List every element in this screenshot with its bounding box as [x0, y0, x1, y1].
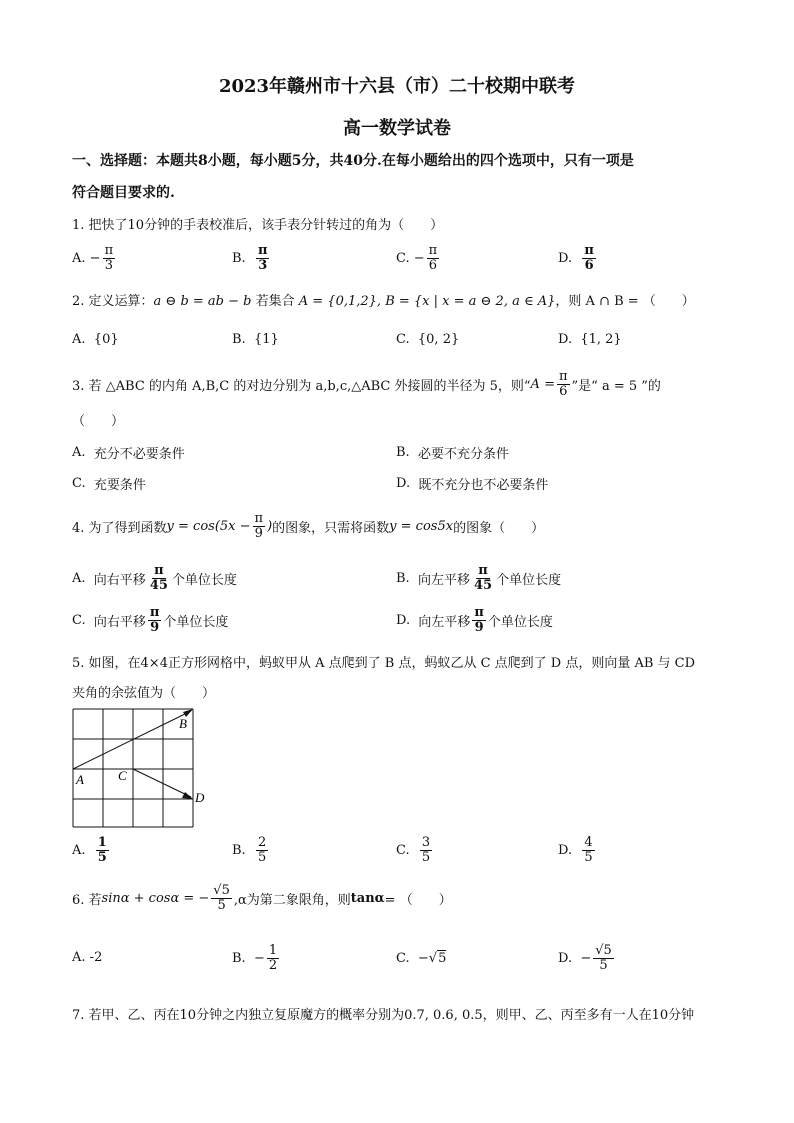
q3-cond-lhs: A =	[530, 376, 555, 392]
fraction-num: π	[104, 243, 114, 258]
fraction-den: 6	[428, 257, 438, 273]
question-7-stem-line1: 7. 若甲、乙、丙在10分钟之内独立复原魔方的概率分别为0.7, 0.6, 0.5，则甲、乙、丙至多有一人在10分钟	[72, 1008, 695, 1023]
question-2-stem	[72, 290, 695, 309]
option-label: D.	[558, 250, 573, 266]
fraction	[211, 884, 232, 912]
q6-expr: sinα + cosα = −	[101, 890, 210, 906]
q4-option-d	[396, 606, 553, 634]
fraction-den: 6	[559, 383, 568, 399]
fraction	[103, 244, 116, 272]
question-6-stem	[72, 884, 452, 912]
option-label: D.	[558, 950, 573, 966]
option-post: 个单位长度	[487, 614, 553, 630]
option-post: 个单位长度	[496, 572, 562, 588]
option-sign: −	[580, 950, 592, 966]
fraction	[472, 606, 486, 634]
option-pre: 向左平移	[418, 614, 471, 630]
option-text: 充要条件	[93, 478, 146, 493]
fraction	[582, 244, 596, 272]
q2-mid: 若集合	[251, 294, 299, 309]
q3-option-b	[396, 443, 509, 462]
option-text: {1, 2}	[580, 332, 622, 347]
option-label: D.	[396, 612, 411, 628]
option-post: 个单位长度	[171, 572, 237, 588]
fraction	[557, 370, 570, 398]
fraction-num: π	[154, 563, 164, 578]
q3-pre: 3. 若 △ABC 的内角 A,B,C 的对边分别为 a,b,c,△ABC 外接圆的半径为 5，则“	[72, 378, 531, 394]
question-3-stem	[72, 370, 661, 398]
fraction	[148, 564, 170, 592]
fraction	[427, 244, 440, 272]
fraction-num: π	[149, 605, 160, 620]
option-label: A.	[72, 570, 86, 586]
fraction-num: 1	[97, 835, 107, 850]
point-label-b: B	[179, 716, 187, 731]
option-label: A.	[72, 842, 86, 858]
option-label: C.	[396, 250, 410, 266]
fraction-num: π	[257, 243, 268, 258]
fraction	[256, 244, 270, 272]
option-sign: −	[253, 950, 265, 966]
option-label: A.	[72, 332, 86, 347]
q2-operation: a ⊖ b = ab − b	[153, 294, 252, 309]
fraction-num: π	[428, 243, 438, 258]
option-label: A.	[72, 250, 86, 266]
fraction	[582, 836, 594, 864]
q2-sets: A = {0,1,2}, B = {x | x = a ⊖ 2, a ∈ A}	[298, 294, 556, 309]
option-label: C.	[72, 476, 86, 491]
option-label: B.	[232, 332, 246, 347]
q6-mid: ,α为第二象限角，则	[233, 892, 351, 908]
q2-option-d	[558, 332, 622, 347]
q6-option-a	[72, 950, 102, 965]
fraction-den: 45	[149, 577, 168, 593]
vector-ab	[73, 711, 191, 769]
point-label-a: A	[76, 772, 84, 787]
option-label: B.	[396, 445, 410, 460]
fraction-num: 2	[257, 835, 267, 850]
section-heading-line1: 一、选择题：本题共8小题，每小题5分，共40分.在每小题给出的四个选项中，只有一项是	[72, 153, 634, 169]
q1-option-c	[396, 244, 441, 272]
grid-lines	[73, 709, 193, 827]
q2-option-c	[396, 332, 459, 347]
q4-func: y = cos(5x −	[166, 518, 251, 534]
fraction-num: 1	[268, 943, 278, 958]
fraction	[472, 564, 494, 592]
q6-option-d	[558, 944, 616, 972]
option-pre: 向右平移	[93, 614, 146, 630]
fraction-num: 3	[421, 835, 431, 850]
q3-post: ”是“ a = 5 ”的	[571, 378, 661, 394]
option-text: 既不充分也不必要条件	[418, 478, 549, 493]
q5-option-d	[558, 836, 597, 864]
q4-option-b	[396, 564, 561, 592]
option-pre: 向右平移	[93, 572, 146, 588]
q2-prefix: 2. 定义运算：	[72, 294, 154, 309]
question-1-stem: 1. 把快了10分钟的手表校准后，该手表分针转过的角为（ ）	[72, 218, 444, 233]
option-label: D.	[558, 332, 573, 347]
q6-option-c: C. − √ 5	[396, 950, 447, 966]
fraction-den: 5	[217, 897, 226, 913]
q3-option-a	[72, 443, 185, 462]
q6-option-b	[232, 944, 281, 972]
section-heading-line2: 符合题目要求的.	[72, 185, 175, 201]
q4-func2: y = cos5x	[389, 518, 454, 534]
fraction	[267, 944, 279, 972]
fraction-den: 5	[97, 849, 107, 865]
question-5-stem-line2: 夹角的余弦值为（ ）	[72, 686, 216, 701]
vector-cd	[133, 769, 191, 797]
q3-option-d	[396, 474, 548, 493]
option-text: {0, 2}	[417, 332, 460, 347]
sqrt-radicand: 5	[438, 951, 447, 966]
q3-option-c	[72, 474, 146, 493]
fraction	[148, 606, 162, 634]
fraction-den: 9	[150, 619, 160, 635]
q4-func-close: )	[267, 518, 273, 534]
fraction	[593, 944, 614, 972]
option-label: A.	[72, 950, 86, 965]
fraction-num: π	[474, 605, 484, 620]
fraction-num: π	[478, 563, 488, 578]
q2-option-a	[72, 332, 119, 347]
fraction-num: π	[254, 511, 264, 526]
q5-option-a	[72, 836, 111, 864]
q5-option-c	[396, 836, 434, 864]
q6-tan: tanα	[350, 890, 385, 906]
fraction-den: 45	[473, 577, 493, 593]
fraction-den: 2	[268, 957, 278, 973]
q4-post: 的图象（ ）	[453, 520, 545, 536]
fraction-den: 5	[599, 957, 608, 973]
q2-suffix: ，则 A ∩ B = （ ）	[555, 294, 695, 309]
q5-option-b	[232, 836, 270, 864]
point-label-d: D	[195, 790, 205, 805]
fraction-den: 3	[104, 257, 113, 273]
option-label: C.	[396, 950, 410, 966]
fraction-den: 6	[584, 257, 594, 273]
option-label: C.	[396, 332, 410, 347]
option-text: {0}	[93, 332, 119, 347]
option-text: 充分不必要条件	[93, 447, 185, 462]
option-text: 必要不充分条件	[417, 447, 509, 462]
fraction-den: 9	[254, 525, 263, 541]
fraction-num: π	[558, 369, 568, 384]
fraction-den: 3	[258, 257, 268, 273]
option-label: D.	[396, 476, 411, 491]
option-sign: −	[413, 250, 425, 266]
q4-pre: 4. 为了得到函数	[72, 520, 167, 536]
fraction-den: 5	[421, 849, 431, 865]
question-5-stem-line1: 5. 如图，在4×4正方形网格中，蚂蚁甲从 A 点爬到了 B 点，蚂蚁乙从 C 点爬到了 D 点，则向量 AB 与 CD	[72, 656, 696, 671]
fraction-den: 5	[257, 849, 267, 865]
option-pre: 向左平移	[417, 572, 470, 588]
grid-figure	[68, 704, 218, 832]
option-text: -2	[89, 950, 103, 965]
q4-mid: 的图象，只需将函数	[272, 520, 390, 536]
fraction-num: √5	[213, 883, 230, 898]
option-label: B.	[396, 570, 410, 586]
q1-option-b	[232, 244, 271, 272]
option-label: A.	[72, 445, 86, 460]
fraction-num: π	[584, 243, 594, 258]
option-text: {1}	[253, 332, 279, 347]
question-4-stem	[72, 512, 544, 540]
fraction	[256, 836, 268, 864]
option-label: D.	[558, 842, 573, 858]
fraction-den: 9	[474, 619, 484, 635]
q6-pre: 6. 若	[72, 892, 102, 908]
q4-option-c	[72, 606, 228, 634]
fraction-num: 4	[584, 835, 593, 850]
point-label-c: C	[118, 768, 127, 783]
option-sign: −	[417, 950, 429, 966]
fraction	[420, 836, 432, 864]
option-label: C.	[72, 612, 86, 628]
option-label: B.	[232, 250, 246, 266]
exam-subtitle: 高一数学试卷	[343, 118, 451, 139]
option-label: B.	[232, 950, 246, 966]
fraction-den: 5	[584, 849, 593, 865]
fraction	[253, 512, 266, 540]
q2-option-b	[232, 332, 279, 347]
fraction	[96, 836, 109, 864]
option-sign: −	[89, 250, 101, 266]
fraction-num: √5	[595, 943, 612, 958]
q6-post: = （ ）	[384, 892, 452, 908]
q3-paren: （ ）	[72, 414, 125, 429]
option-label: C.	[396, 842, 410, 858]
q1-option-a	[72, 244, 117, 272]
option-post: 个单位长度	[163, 614, 229, 630]
option-label: B.	[232, 842, 246, 858]
exam-title: 2023年赣州市十六县（市）二十校期中联考	[218, 76, 576, 97]
q1-option-d	[558, 244, 598, 272]
q4-option-a	[72, 564, 237, 592]
